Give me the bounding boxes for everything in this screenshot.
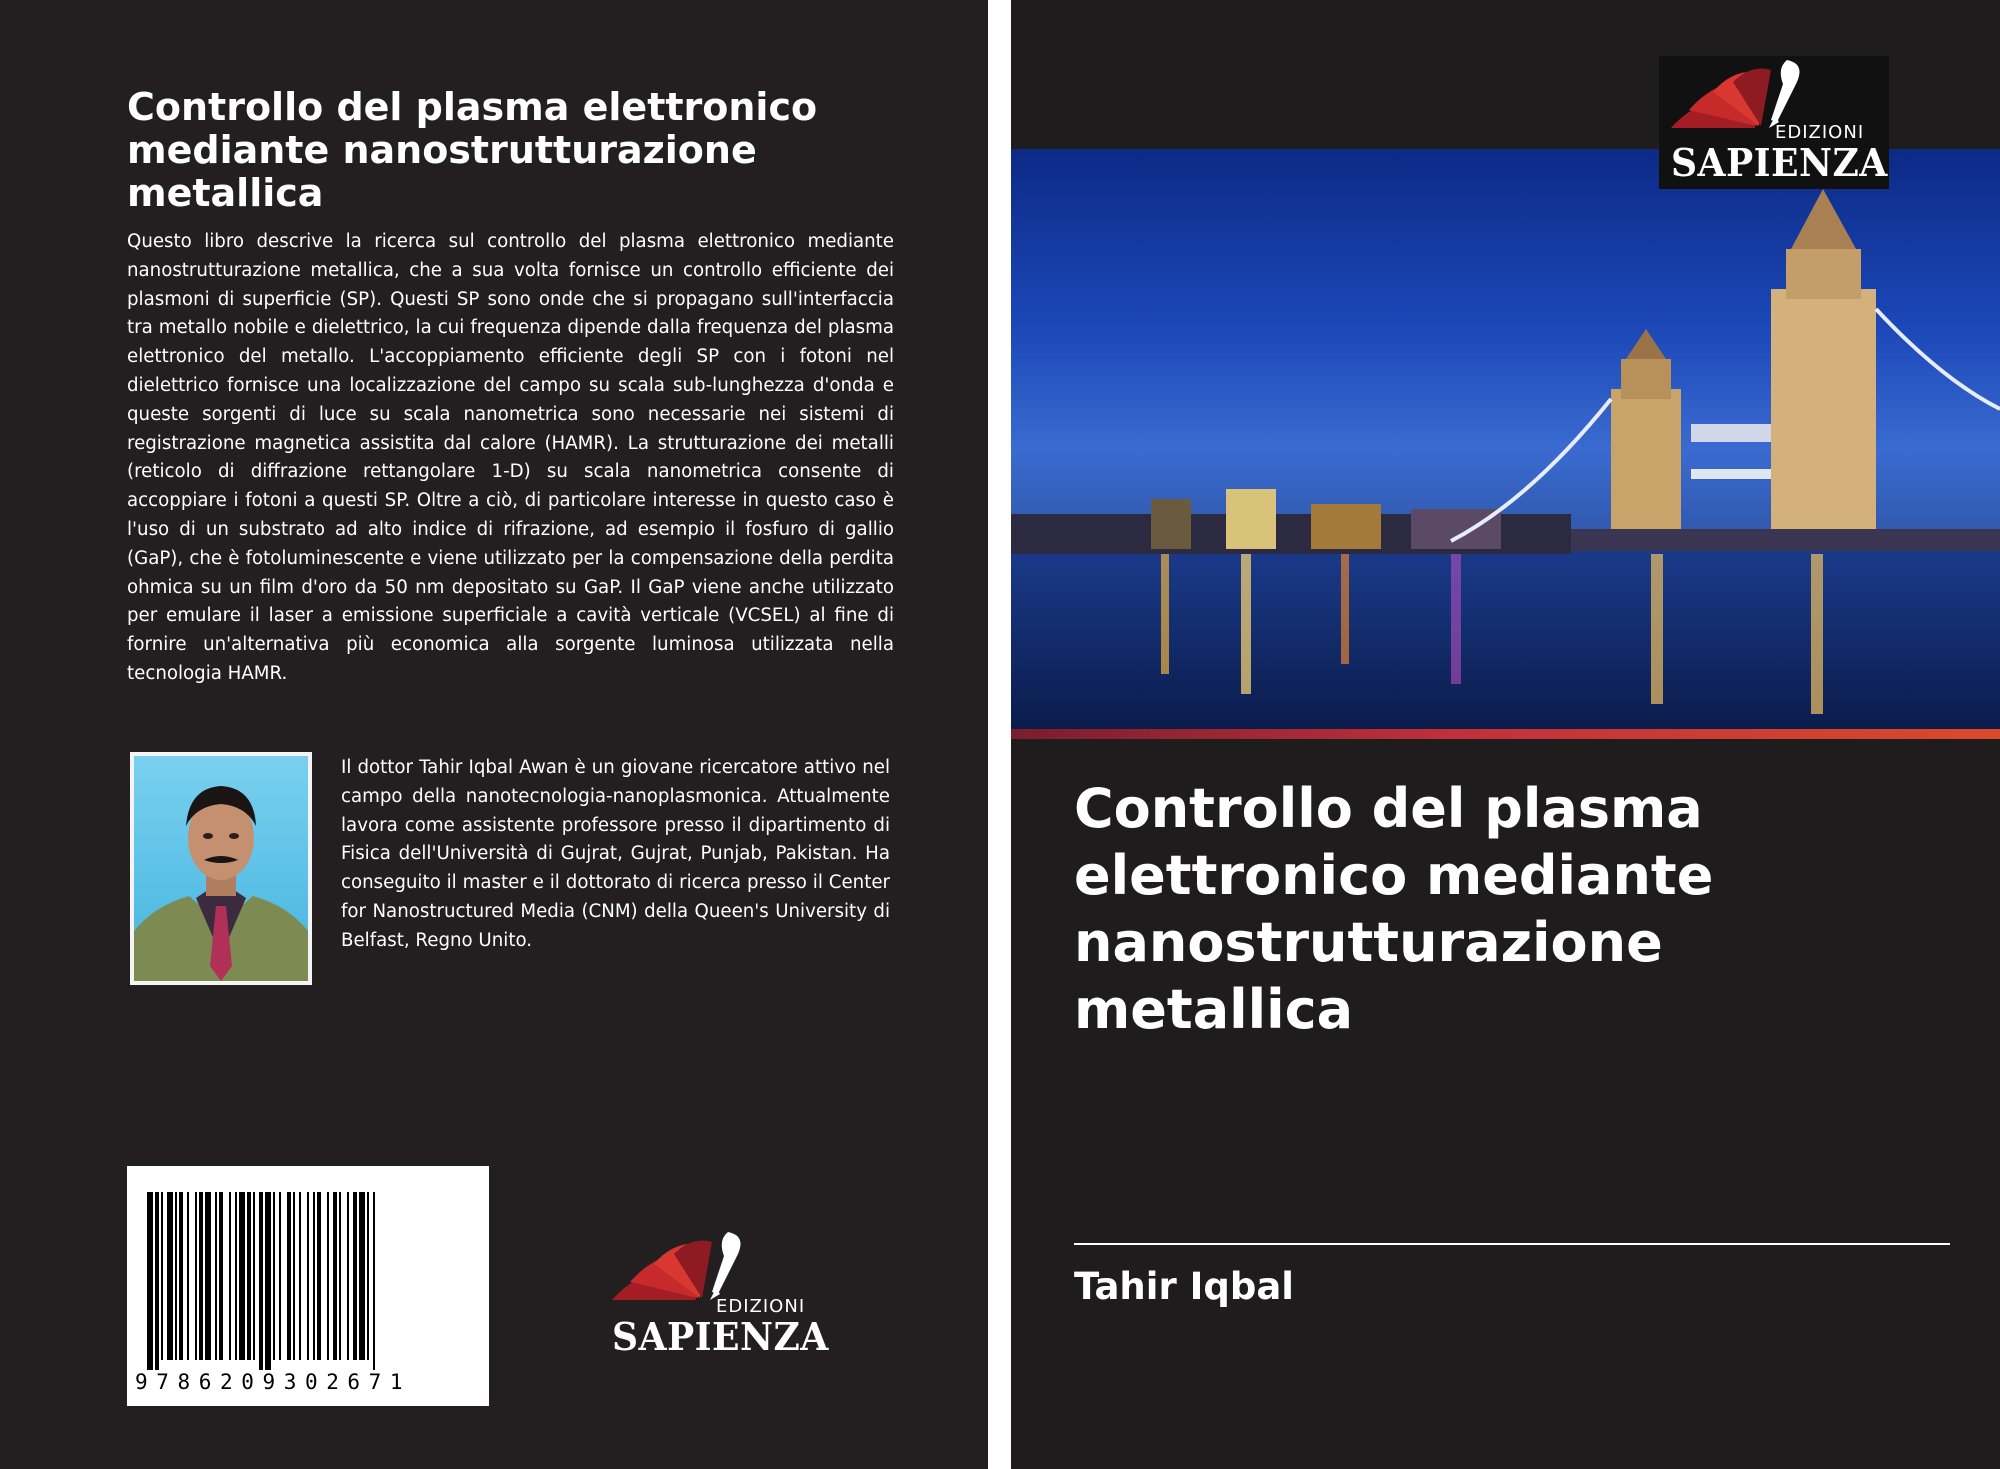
back-cover bbox=[0, 0, 988, 1469]
publisher-edizioni: EDIZIONI bbox=[1775, 122, 1865, 143]
barcode-bar bbox=[199, 1192, 203, 1360]
back-cover-title: Controllo del plasma elettronico mediante nanostrutturazione metallica bbox=[127, 85, 818, 215]
isbn-barcode bbox=[127, 1166, 489, 1406]
publisher-name: SAPIENZA bbox=[1671, 140, 1888, 185]
barcode-bar bbox=[353, 1192, 357, 1360]
publisher-name: SAPIENZA bbox=[612, 1314, 829, 1359]
sapienza-fan-icon bbox=[612, 1232, 741, 1300]
barcode-bar bbox=[367, 1192, 369, 1360]
barcode-bar bbox=[317, 1192, 321, 1360]
barcode-bar bbox=[273, 1192, 275, 1360]
barcode-bar bbox=[265, 1192, 271, 1370]
front-cover-title: Controllo del plasma elettronico mediante nanostrutturazione metallica bbox=[1074, 777, 1714, 1041]
barcode-bar bbox=[327, 1192, 329, 1360]
barcode-bar bbox=[161, 1192, 163, 1360]
barcode-bar bbox=[287, 1192, 291, 1360]
barcode-bar bbox=[175, 1192, 177, 1360]
barcode-bar bbox=[167, 1192, 173, 1360]
front-cover bbox=[1011, 0, 2000, 1469]
barcode-bar bbox=[259, 1192, 263, 1370]
barcode-bar bbox=[219, 1192, 223, 1360]
barcode-bar bbox=[215, 1192, 217, 1360]
barcode-bar bbox=[247, 1192, 251, 1360]
barcode-bar bbox=[195, 1192, 197, 1360]
barcode-bar bbox=[179, 1192, 183, 1360]
author-bio: Il dottor Tahir Iqbal Awan è un giovane ricercatore attivo nel campo della nanotecnologia-nanoplasmonica. Attualmente lavora come assistente professore presso il dipartimento di Fisica dell'Università di Gujrat, Gujrat, Punjab, Pakistan. Ha conseguito il master e il dottorato di ricerca presso il Center for Nanostructured Media (CNM) della Queen's University di Belfast, Regno Unito. bbox=[341, 757, 890, 951]
barcode-bar bbox=[339, 1192, 341, 1360]
barcode-bar bbox=[347, 1192, 349, 1360]
barcode-bar bbox=[299, 1192, 301, 1360]
barcode-bar bbox=[205, 1192, 211, 1360]
barcode-bar bbox=[187, 1192, 189, 1360]
publisher-edizioni: EDIZIONI bbox=[716, 1296, 806, 1317]
cover-photo-tower-bridge bbox=[1011, 149, 2000, 729]
barcode-bar bbox=[253, 1192, 255, 1360]
barcode-bar bbox=[313, 1192, 315, 1360]
barcode-bar bbox=[239, 1192, 245, 1360]
isbn-number: 9786209302671 bbox=[135, 1370, 412, 1394]
publisher-logo-front bbox=[1659, 56, 1889, 189]
barcode-bar bbox=[235, 1192, 237, 1360]
barcode-bar bbox=[229, 1192, 231, 1360]
author-photo bbox=[130, 752, 312, 985]
title-divider bbox=[1074, 1243, 1950, 1245]
accent-bar bbox=[1011, 729, 2000, 739]
publisher-logo-back bbox=[600, 1228, 830, 1358]
front-cover-author: Tahir Iqbal bbox=[1074, 1265, 1294, 1308]
barcode-bar bbox=[359, 1192, 365, 1360]
barcode-bar bbox=[307, 1192, 309, 1360]
barcode-bar bbox=[155, 1192, 159, 1370]
barcode-bar bbox=[279, 1192, 281, 1360]
sapienza-fan-icon bbox=[1671, 60, 1800, 128]
barcode-bar bbox=[333, 1192, 337, 1360]
barcode-bar bbox=[373, 1192, 375, 1370]
book-description: Questo libro descrive la ricerca sul controllo del plasma elettronico mediante nanostrutturazione metallica, che a sua volta fornisce un controllo efficiente dei plasmoni di superficie (SP). Questi SP sono onde che si propagano sull'interfaccia tra metallo nobile e dielettrico, la cui frequenza dipende dalla frequenza del plasma elettronico del metallo. L'accoppiamento efficiente degli SP con i fotoni nel dielettrico fornisce una localizzazione del campo su scala sub-lunghezza d'onda e queste sorgenti di luce su scala nanometrica sono necessarie nei sistemi di registrazione magnetica assistita dal calore (HAMR). La strutturazione dei metalli (reticolo di diffrazione rettangolare 1-D) su scala nanometrica consente di accoppiare i fotoni a questi SP. Oltre a ciò, di particolare interesse in questo caso è l'uso di un substrato ad alto indice di rifrazione, ad esempio il fosfuro di gallio (GaP), che è fotoluminescente e viene utilizzato per la compensazione della perdita ohmica su un film d'oro da 50 nm depositato su GaP. Il GaP viene anche utilizzato per emulare il laser a emissione superficiale a cavità verticale (VCSEL) al fine di fornire un'alternativa più economica alla sorgente luminosa utilizzata nella tecnologia HAMR. bbox=[127, 231, 894, 684]
barcode-bar bbox=[293, 1192, 295, 1360]
barcode-bar bbox=[147, 1192, 153, 1370]
